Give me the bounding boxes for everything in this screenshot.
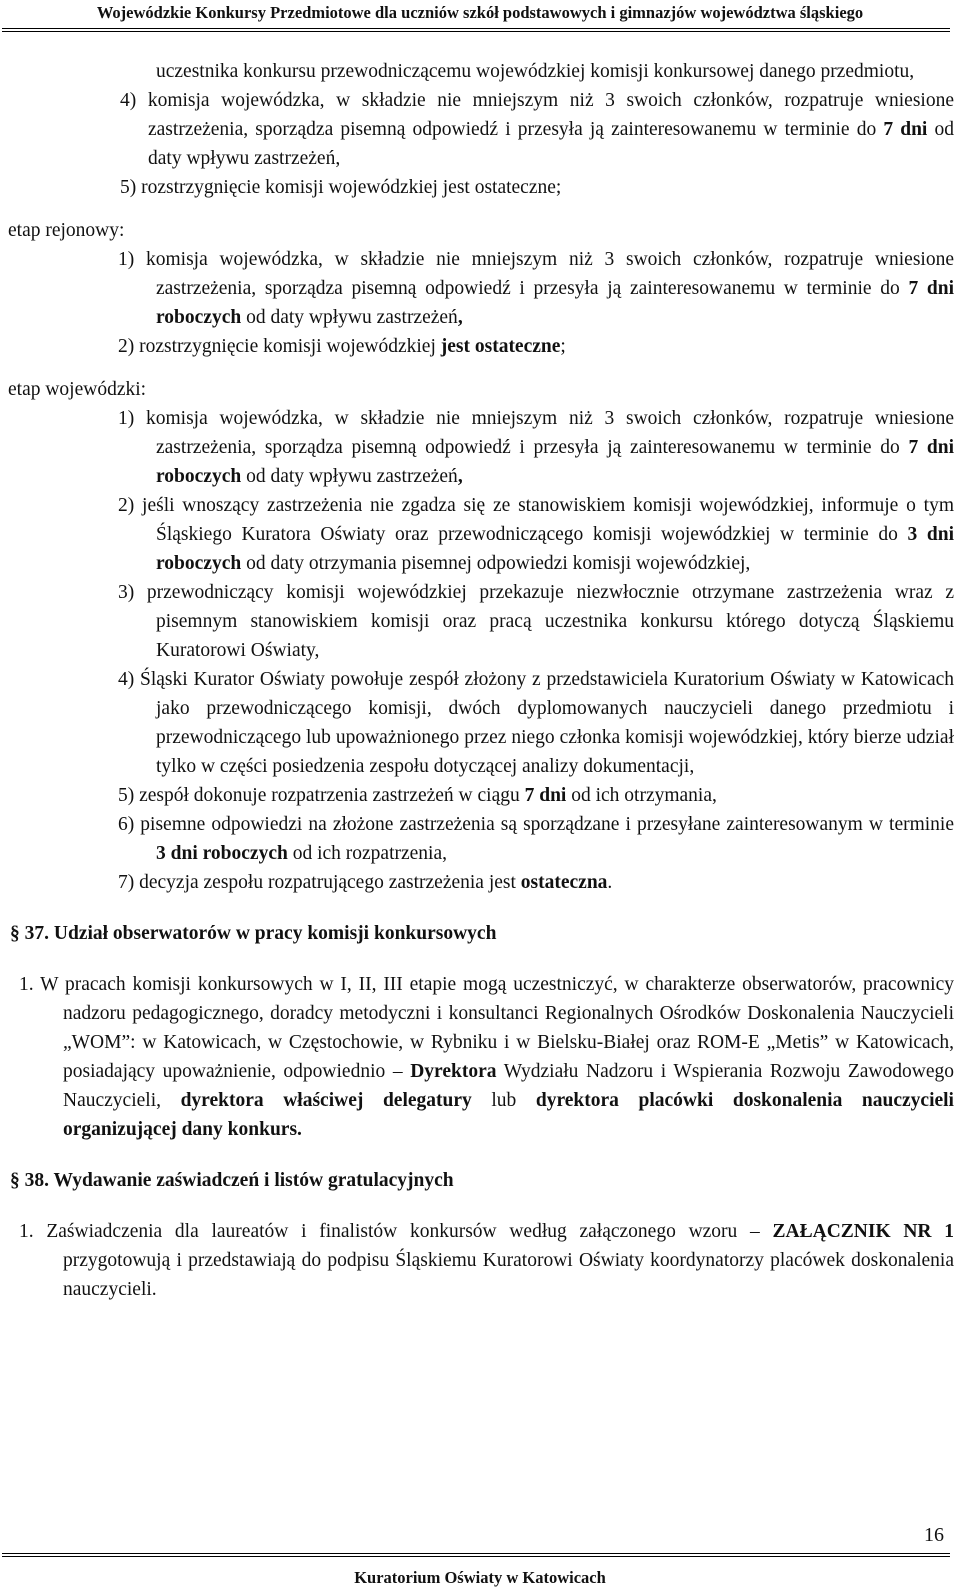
section-37-paragraph-1: 1. W pracach komisji konkursowych w I, II, III etapie mogą uczestniczyć, w charakterze obserwatorów, pracownicy nadzoru pedagogicznego, doradcy metodyczni i konsultanci Regionalnych Ośrodków Doskonalenia Nauczycieli „WOM”: w Katowicach, w Częstochowie, w Rybniku i w Bielsku-Białej oraz ROM-E „Metis” w Katowicach, posiadający upoważnienie, odpowiednio – Dyrektora Wydziału Nadzoru i Wspierania Rozwoju Zawodowego Nauczycieli, dyrektora właściwej delegatury lub dyrektora placówki doskonalenia nauczycieli organizującej dany konkurs. [19, 974, 954, 1140]
page-header: Wojewódzkie Konkursy Przedmiotowe dla uczniów szkół podstawowych i gimnazjów województwa śląskiego [96, 3, 864, 22]
wojewodzki-item-3: 3) przewodniczący komisji wojewódzkiej przekazuje niezwłocznie otrzymane zastrzeżenia wraz z pisemnym stanowiskiem komisji oraz pracą uczestnika konkursu którego dotyczą Śląskiemu Kuratorowi Oświaty, [118, 582, 954, 661]
footer-rule [2, 1553, 950, 1557]
list-item-5: 5) rozstrzygnięcie komisji wojewódzkiej jest ostateczne; [120, 177, 562, 198]
stage-label-rejonowy: etap rejonowy: [8, 220, 125, 241]
wojewodzki-item-1: 1) komisja wojewódzka, w składzie nie mniejszym niż 3 swoich członków, rozpatruje wniesione zastrzeżenia, sporządza pisemną odpowiedź i przesyła ją zainteresowanemu w terminie do 7 dni roboczych od daty wpływu zastrzeżeń, [118, 408, 954, 487]
section-37-title: § 37. Udział obserwatorów w pracy komisji konkursowych [10, 923, 497, 944]
page-footer: Kuratorium Oświaty w Katowicach [354, 1568, 606, 1587]
list-item-4: 4) komisja wojewódzka, w składzie nie mniejszym niż 3 swoich członków, rozpatruje wniesione zastrzeżenia, sporządza pisemną odpowiedź i przesyła ją zainteresowanemu w terminie do 7 dni od daty wpływu zastrzeżeń, [120, 90, 955, 169]
wojewodzki-item-2: 2) jeśli wnoszący zastrzeżenia nie zgadza się ze stanowiskiem komisji wojewódzkiej, informuje o tym Śląskiego Kuratora Oświaty oraz przewodniczącego komisji wojewódzkiej w terminie do 3 dni roboczych od daty otrzymania pisemnej odpowiedzi komisji wojewódzkiej, [118, 495, 955, 574]
rejonowy-item-1: 1) komisja wojewódzka, w składzie nie mniejszym niż 3 swoich członków, rozpatruje wniesione zastrzeżenia, sporządza pisemną odpowiedź i przesyła ją zainteresowanemu w terminie do 7 dni roboczych od daty wpływu zastrzeżeń, [118, 249, 954, 328]
wojewodzki-item-4: 4) Śląski Kurator Oświaty powołuje zespół złożony z przedstawiciela Kuratorium Oświaty w Katowicach jako przewodniczącego komisji, dwóch dyplomowanych nauczycieli danego przedmiotu i przewodniczącego lub upoważnionego przez niego członka komisji wojewódzkiej, który bierze udział tylko w części posiedzenia zespołu dotyczącej analizy dokumentacji, [118, 669, 954, 777]
section-38-paragraph-1: 1. Zaświadczenia dla laureatów i finalistów konkursów według załączonego wzoru – ZAŁĄCZNIK NR 1 przygotowują i przedstawiają do podpisu Śląskiemu Kuratorowi Oświaty koordynatorzy placówek doskonalenia nauczycieli. [19, 1221, 954, 1300]
section-38-title: § 38. Wydawanie zaświadczeń i listów gratulacyjnych [10, 1170, 454, 1191]
wojewodzki-item-6: 6) pisemne odpowiedzi na złożone zastrzeżenia są sporządzane i przesyłane zainteresowanym w terminie 3 dni roboczych od ich rozpatrzenia, [118, 814, 954, 864]
wojewodzki-item-7: 7) decyzja zespołu rozpatrującego zastrzeżenia jest ostateczna. [118, 872, 613, 893]
rejonowy-item-2: 2) rozstrzygnięcie komisji wojewódzkiej jest ostateczne; [118, 336, 566, 357]
wojewodzki-item-5: 5) zespół dokonuje rozpatrzenia zastrzeżeń w ciągu 7 dni od ich otrzymania, [118, 785, 717, 806]
header-rule [2, 28, 950, 32]
document-body [8, 57, 954, 1304]
paragraph-continuation: uczestnika konkursu przewodniczącemu wojewódzkiej komisji konkursowej danego przedmiotu, [156, 61, 915, 82]
page-number: 16 [924, 1524, 944, 1546]
stage-label-wojewodzki: etap wojewódzki: [8, 379, 147, 400]
